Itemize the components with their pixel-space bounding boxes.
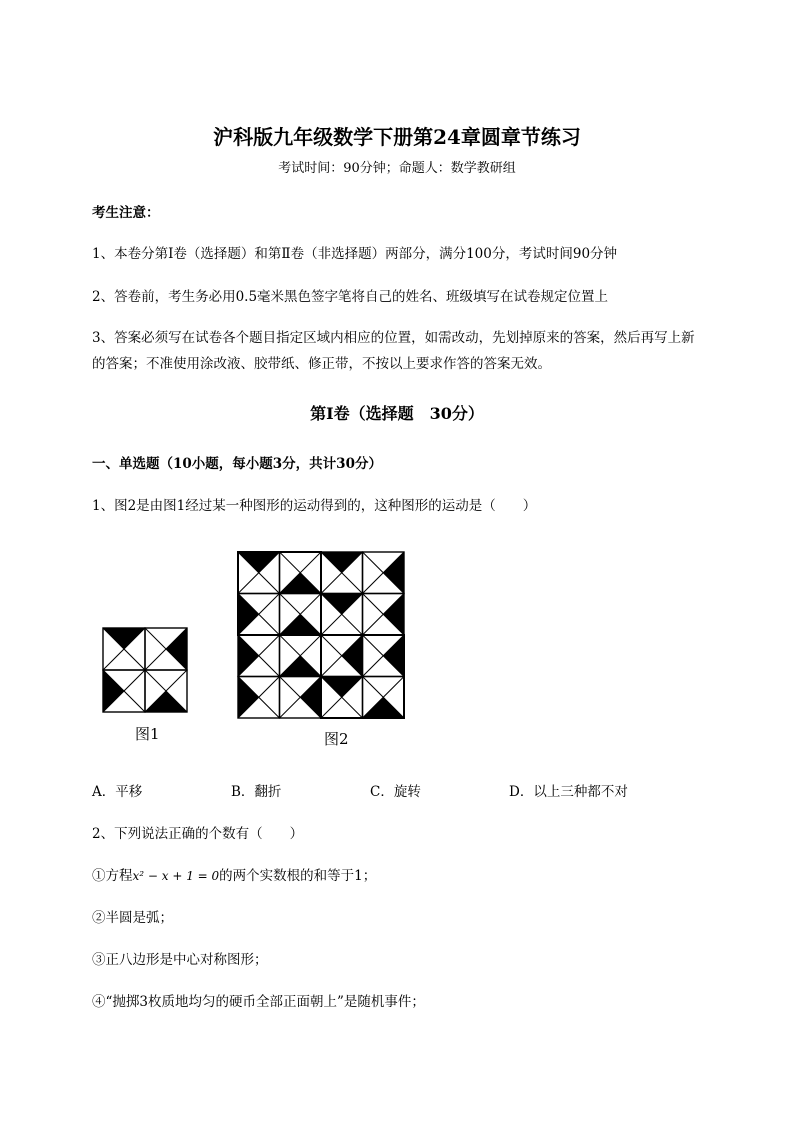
notice-item-3-cont: 的答案；不准使用涂改液、胶带纸、修正带，不按以上要求作答的答案无效。 [92, 356, 551, 372]
figure-1-tiles [103, 628, 187, 712]
statement-1-suffix: 的两个实数根的和等于1； [219, 868, 377, 884]
question-1-text: 1、图2是由图1经过某一种图形的运动得到的，这种图形的运动是（ ） [92, 498, 537, 514]
part-heading: 一、单选题（10小题，每小题3分，共计30分） [92, 456, 382, 472]
shaded-triangle [363, 697, 405, 718]
shaded-triangle [383, 635, 404, 677]
choice-d: D．以上三种都不对 [509, 784, 628, 800]
shaded-triangle [103, 628, 145, 649]
statement-2: ②半圆是弧； [92, 910, 173, 926]
figure-1 [103, 628, 187, 712]
page-title: 沪科版九年级数学下册第24章圆章节练习 [213, 125, 581, 149]
shaded-triangle [166, 628, 187, 670]
shaded-triangle [321, 594, 363, 615]
section-title: 第I卷（选择题 30分） [310, 404, 484, 423]
choice-b: B．翻折 [231, 784, 282, 800]
shaded-triangle [321, 677, 363, 698]
choice-c: C．旋转 [370, 784, 421, 800]
question-2-text: 2、下列说法正确的个数有（ ） [92, 826, 304, 842]
shaded-triangle [145, 691, 187, 712]
shaded-triangle [238, 594, 259, 636]
shaded-triangle [238, 552, 280, 573]
figure-2 [238, 552, 404, 718]
shaded-triangle [300, 677, 321, 719]
figure-2-tiles [238, 552, 404, 718]
shaded-triangle [280, 614, 322, 635]
shaded-triangle [383, 594, 404, 636]
shaded-triangle [280, 656, 322, 677]
figure-2-caption: 图2 [324, 730, 349, 748]
notice-heading: 考生注意： [92, 205, 160, 221]
shaded-triangle [238, 677, 259, 719]
shaded-triangle [342, 635, 363, 677]
shaded-triangle [103, 670, 124, 712]
shaded-triangle [383, 552, 404, 594]
shaded-triangle [280, 573, 322, 594]
equation: x² − x + 1 = 0 [132, 869, 220, 883]
notice-item-1: 1、本卷分第I卷（选择题）和第Ⅱ卷（非选择题）两部分，满分100分，考试时间90分钟 [92, 246, 618, 262]
notice-item-2: 2、答卷前，考生务必用0.5毫米黑色签字笔将自己的姓名、班级填写在试卷规定位置上 [92, 289, 609, 305]
shaded-triangle [238, 635, 259, 677]
exam-info: 考试时间：90分钟；命题人：数学教研组 [278, 161, 516, 176]
statement-1 [92, 864, 376, 884]
choice-a: A．平移 [92, 784, 143, 800]
shaded-triangle [321, 552, 363, 573]
figure-1-caption: 图1 [135, 725, 160, 743]
statement-3: ③正八边形是中心对称图形； [92, 952, 268, 968]
notice-item-3: 3、答案必须写在试卷各个题目指定区域内相应的位置，如需改动，先划掉原来的答案，然后再写上新 [92, 330, 695, 346]
statement-4: ④“抛掷3枚质地均匀的硬币全部正面朝上”是随机事件； [92, 994, 425, 1010]
statement-1-prefix: ①方程 [92, 868, 133, 884]
